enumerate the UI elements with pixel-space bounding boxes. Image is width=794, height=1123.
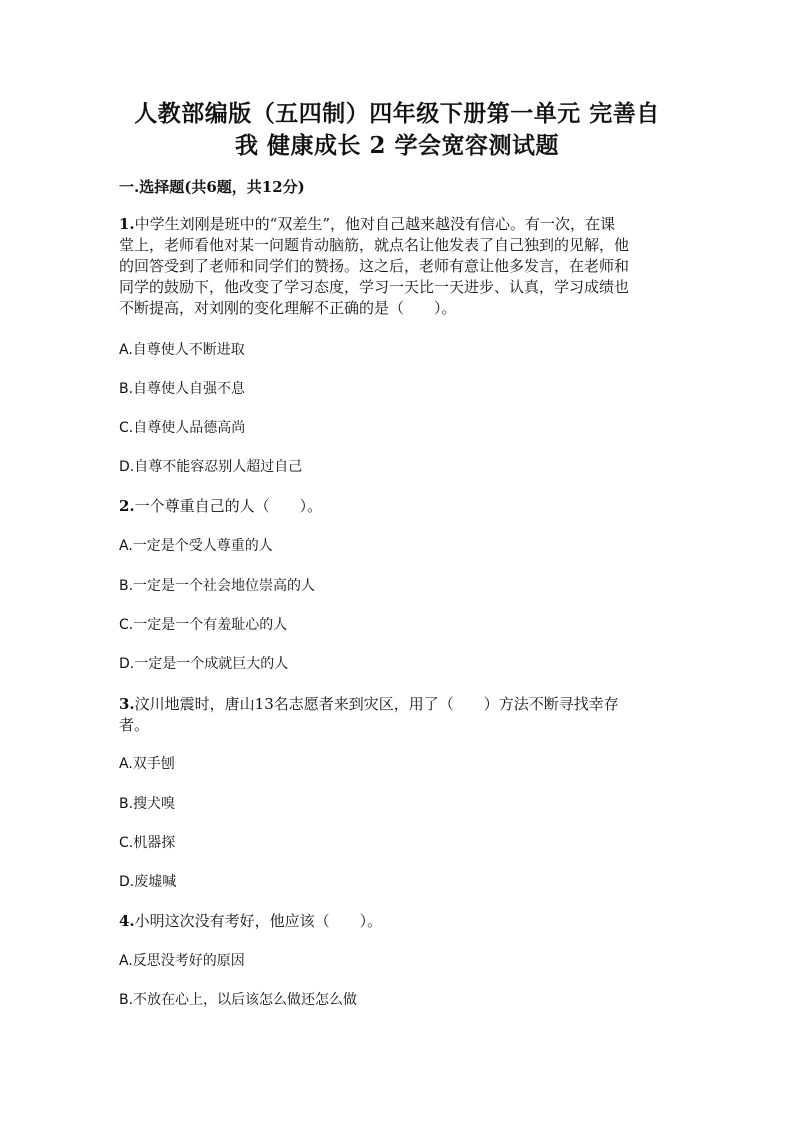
question-3-line-1: 3.汶川地震时，唐山13名志愿者来到灾区，用了（ ）方法不断寻找幸存 bbox=[119, 695, 619, 713]
question-3-option-d[interactable]: D.废墟喊 bbox=[119, 874, 177, 890]
question-4-option-b[interactable]: B.不放在心上，以后该怎么做还怎么做 bbox=[119, 992, 358, 1008]
question-2-option-c[interactable]: C.一定是一个有羞耻心的人 bbox=[119, 617, 288, 633]
question-2 bbox=[119, 496, 679, 517]
question-2-option-d[interactable]: D.一定是一个成就巨大的人 bbox=[119, 656, 289, 672]
section-heading: 一.选择题(共6题，共12分) bbox=[119, 178, 305, 196]
question-1-line-5: 不断提高，对刘刚的变化理解不正确的是（ ）。 bbox=[119, 299, 457, 317]
question-1 bbox=[119, 214, 679, 319]
question-2-option-a[interactable]: A.一定是个受人尊重的人 bbox=[119, 538, 273, 554]
question-1-option-a[interactable]: A.自尊使人不断进取 bbox=[119, 342, 245, 358]
question-1-line-2: 堂上，老师看他对某一问题肯动脑筋，就点名让他发表了自己独到的见解，他 bbox=[119, 236, 630, 254]
question-1-number: 1. bbox=[119, 215, 135, 233]
question-1-option-d[interactable]: D.自尊不能容忍别人超过自己 bbox=[119, 459, 303, 475]
question-1-line-3: 的回答受到了老师和同学们的赞扬。这之后，老师有意让他多发言，在老师和 bbox=[119, 257, 630, 275]
question-3-option-b[interactable]: B.搜犬嗅 bbox=[119, 796, 176, 812]
question-4-number: 4. bbox=[119, 912, 135, 930]
document-title-line-2: 我 健康成长 2 学会宽容测试题 bbox=[234, 132, 560, 159]
question-1-line-4: 同学的鼓励下，他改变了学习态度，学习一天比一天进步、认真，学习成绩也 bbox=[119, 278, 630, 296]
question-3 bbox=[119, 694, 679, 736]
question-3-option-c[interactable]: C.机器探 bbox=[119, 835, 176, 851]
question-3-number: 3. bbox=[119, 695, 135, 713]
question-3-line-2: 者。 bbox=[119, 716, 150, 734]
question-1-line-1: 1.中学生刘刚是班中的“双差生”，他对自己越来越没有信心。有一次，在课 bbox=[119, 215, 616, 233]
question-2-option-b[interactable]: B.一定是一个社会地位崇高的人 bbox=[119, 578, 316, 594]
question-4-option-a[interactable]: A.反思没考好的原因 bbox=[119, 953, 245, 969]
question-4 bbox=[119, 911, 679, 932]
question-3-option-a[interactable]: A.双手刨 bbox=[119, 756, 175, 772]
question-2-number: 2. bbox=[119, 497, 135, 515]
document-title-line-1: 人教部编版（五四制）四年级下册第一单元 完善自 bbox=[134, 100, 660, 127]
question-2-line-1: 2.一个尊重自己的人（ ）。 bbox=[119, 497, 323, 515]
question-4-line-1: 4.小明这次没有考好，他应该（ ）。 bbox=[119, 912, 383, 930]
question-1-option-b[interactable]: B.自尊使人自强不息 bbox=[119, 381, 246, 397]
question-1-option-c[interactable]: C.自尊使人品德高尚 bbox=[119, 420, 246, 436]
